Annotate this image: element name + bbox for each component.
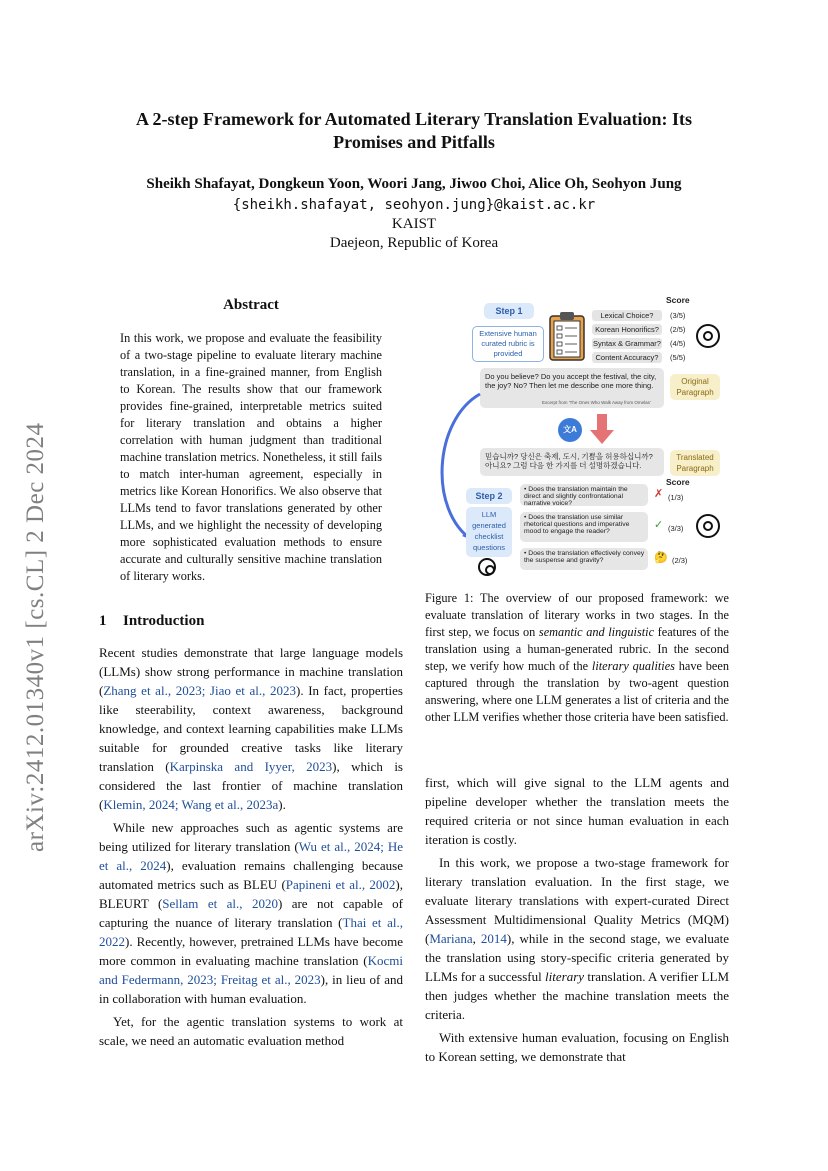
citation-link[interactable]: Kocmi and Federmann, 2023; Freitag et al., 2023 — [99, 953, 403, 987]
intro-paragraph: With extensive human evaluation, focusing on English to Korean setting, we demonstrate that — [425, 1030, 729, 1064]
cross-icon: ✗ — [654, 488, 664, 500]
intro-right-column — [425, 773, 729, 1066]
checklist-score: (2/3) — [672, 556, 688, 565]
citation-link[interactable]: Wu et al., 2024; He et al., 2024 — [99, 839, 403, 873]
author-list: Sheikh Shafayat, Dongkeun Yoon, Woori Jang, Jiwoo Choi, Alice Oh, Seohyon Jung — [146, 176, 682, 192]
checklist-score: (1/3) — [668, 493, 684, 502]
citation-link[interactable]: Papineni et al., 2002 — [285, 877, 396, 892]
step1-label: Step 1 — [484, 303, 534, 319]
translated-text: 믿습니까? 당신은 축제, 도시, 기쁨을 허용하십니까? 아니요? 그럼 다음 한 가지를 더 설명하겠습니다. — [485, 452, 653, 470]
original-label: Original Paragraph — [670, 374, 720, 400]
openai-icon — [696, 514, 720, 538]
score-header: Score — [666, 295, 690, 305]
abstract-heading: Abstract — [223, 297, 279, 313]
paper-title: A 2-step Framework for Automated Literary Translation Evaluation: Its Promises and Pitfalls — [136, 109, 692, 152]
step1-description: Extensive human curated rubric is provided — [472, 326, 544, 362]
citation-link[interactable]: 2014 — [480, 931, 507, 946]
intro-paragraph: Yet, for the agentic translation systems to work at scale, we need an automatic evaluation method — [99, 1014, 403, 1048]
original-paragraph-bubble — [480, 368, 664, 408]
rubric-item: Lexical Choice? — [592, 310, 662, 321]
location: Daejeon, Republic of Korea — [329, 235, 499, 251]
step2-description: LLM generated checklist questions — [466, 507, 512, 557]
original-source: Excerpt from 'The Ones Who Walk Away from Omelas' — [542, 400, 651, 405]
figure-1 — [432, 292, 732, 582]
citation-link[interactable]: Mariana — [429, 931, 473, 946]
rubric-score: (3/5) — [670, 311, 686, 320]
checklist-item: • Does the translation use similar rhetorical questions and imperative mood to engage the reader? — [520, 512, 648, 542]
rubric-score: (5/5) — [670, 353, 686, 362]
check-icon: ✓ — [654, 519, 664, 531]
checklist-score: (3/3) — [668, 524, 684, 533]
clipboard-icon — [547, 310, 587, 362]
citation-link[interactable]: Karpinska and Iyyer, 2023 — [169, 759, 333, 774]
rubric-item: Korean Honorifics? — [592, 324, 662, 335]
original-text: Do you believe? Do you accept the festival, the city, the joy? No? Then let me describe one more thing. — [485, 372, 657, 390]
rubric-item: Syntax & Grammar? — [593, 339, 661, 348]
citation-link[interactable]: Thai et al., 2022 — [99, 915, 403, 949]
citation-link[interactable]: Klemin, 2024; Wang et al., 2023a — [103, 797, 279, 812]
openai-icon — [478, 558, 496, 576]
intro-paragraph: While new approaches such as agentic systems are being utilized for literary translation (Wu et al., 2024; He et al., 2024), evaluation remains challenging because automated metrics such as BLEU (Papineni et al., 2002), BLEURT (Sellam et al., 2020) are not capable of capturing the nuance of literary translation (Thai et al., 2022). Recently, however, pretrained LLMs have become more common in evaluating machine translation (Kocmi and Federmann, 2023; Freitag et al., 2023), in lieu of and in collaboration with human evaluation. — [99, 820, 403, 1006]
abstract-text: In this work, we propose and evaluate the feasibility of a two-stage pipeline to evaluate literary machine translation, in a fine-grained manner, from English to Korean. The results show that our framework provides fine-grained, interpretable metrics suited for literary translation and obtains a higher correlation with human judgment than traditional machine translation metrics. Nonetheless, it still fails to match inter-human agreement, especially in metrics like Korean Honorifics. We also observe that LLMs tend to favor translations generated by other LLMs, and we highlight the necessity of developing more sophisticated evaluation methods to ensure accurate and culturally sensitive machine translation of literary works. — [120, 331, 382, 583]
checklist-item: • Does the translation maintain the direct and slightly confrontational narrative voice? — [520, 484, 648, 506]
checklist-item: • Does the translation effectively convey the suspense and gravity? — [520, 548, 648, 570]
translated-label: Translated Paragraph — [670, 450, 720, 476]
citation-link[interactable]: Zhang et al., 2023; Jiao et al., 2023 — [103, 683, 296, 698]
rubric-score: (4/5) — [670, 339, 686, 348]
translate-icon: 文A — [558, 418, 582, 442]
intro-paragraph: Recent studies demonstrate that large language models (LLMs) show strong performance in machine translation (Zhang et al., 2023; Jiao et al., 2023). In fact, properties like steerability, context awareness, background knowledge, and context learning capabilities make LLMs suitable for grounded creative tasks like literary translation (Karpinska and Iyyer, 2023), which is considered the last frontier of machine translation (Klemin, 2024; Wang et al., 2023a). — [99, 645, 403, 812]
institution: KAIST — [391, 216, 437, 232]
rubric-score: (2/5) — [670, 325, 686, 334]
section-heading: 1 Introduction — [99, 613, 205, 629]
intro-paragraph: first, which will give signal to the LLM agents and pipeline developer whether the translation meets the required criteria or not since human evaluation in each iteration is costly. — [425, 775, 729, 847]
thinking-face-icon: 🤔 — [654, 552, 668, 564]
openai-icon — [696, 324, 720, 348]
rubric-item: Content Accuracy? — [592, 352, 662, 363]
step2-label: Step 2 — [466, 488, 512, 504]
translated-paragraph-bubble — [480, 448, 664, 476]
figure-caption: Figure 1: The overview of our proposed framework: we evaluate translation of literary works in two stages. In the first step, we focus on semantic and linguistic features of the translation using a human-generated rubric. In the second step, we verify how much of the literary qualities have been captured through the translation by two-agent question answering, where one LLM generates a list of criteria and the other LLM verifies whether those criteria have been satisfied. — [425, 591, 730, 724]
intro-paragraph: In this work, we propose a two-stage framework for literary translation evaluation. In the first stage, we evaluate literary translations with expert-curated Direct Assessment Multidimensional Quality Metrics (MQM) (Mariana, 2014), while in the second stage, we evaluate the translation using story-specific criteria generated by LLMs for a successful literary translation. A verifier LLM then judges whether the machine translation meets the criteria. — [425, 855, 729, 1022]
arxiv-stamp: arXiv:2412.01340v1 [cs.CL] 2 Dec 2024 — [22, 422, 49, 852]
citation-link[interactable]: Sellam et al., 2020 — [162, 896, 278, 911]
author-emails: {sheikh.shafayat, seohyon.jung}@kaist.ac.kr — [232, 197, 596, 213]
intro-left-column — [99, 643, 403, 1050]
score-header: Score — [666, 477, 690, 487]
down-arrow-icon — [590, 414, 614, 444]
